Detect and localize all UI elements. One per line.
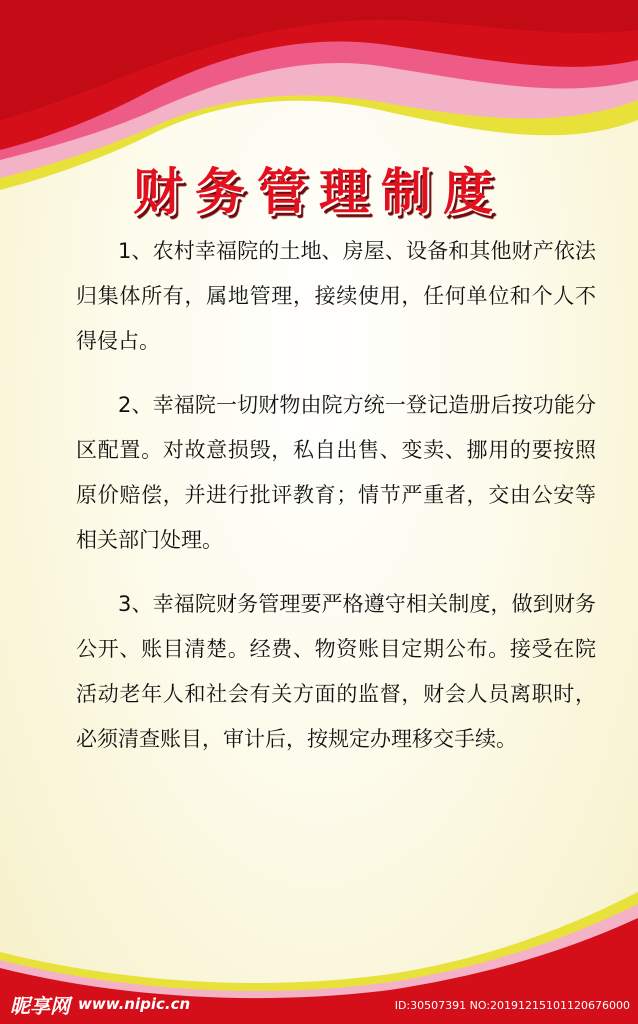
watermark-brand: 昵享网 [10, 993, 70, 1018]
rules-body [76, 229, 596, 781]
rule-paragraph-2: 2、幸福院一切财物由院方统一登记造册后按功能分区配置。对故意损毁，私自出售、变卖、挪用的要按照原价赔偿，并进行批评教育；情节严重者，交由公安等相关部门处理。 [76, 393, 596, 552]
rule-paragraph-3: 3、幸福院财务管理要严格遵守相关制度，做到财务公开、账目清楚。经费、物资账目定期公布。接受在院活动老年人和社会有关方面的监督，财会人员离职时，必须清查账目，审计后，按规定办理移交手续。 [76, 592, 596, 751]
site-watermark [10, 990, 190, 1018]
rule-paragraph-1: 1、农村幸福院的土地、房屋、设备和其他财产依法归集体所有，属地管理，接续使用，任何单位和个人不得侵占。 [76, 239, 596, 353]
watermark-url: www.nipic.cn [78, 995, 191, 1013]
page-title: 财务管理制度 [133, 163, 505, 221]
image-id-watermark: ID:30507391 NO:20191215101120676000 [394, 999, 630, 1012]
